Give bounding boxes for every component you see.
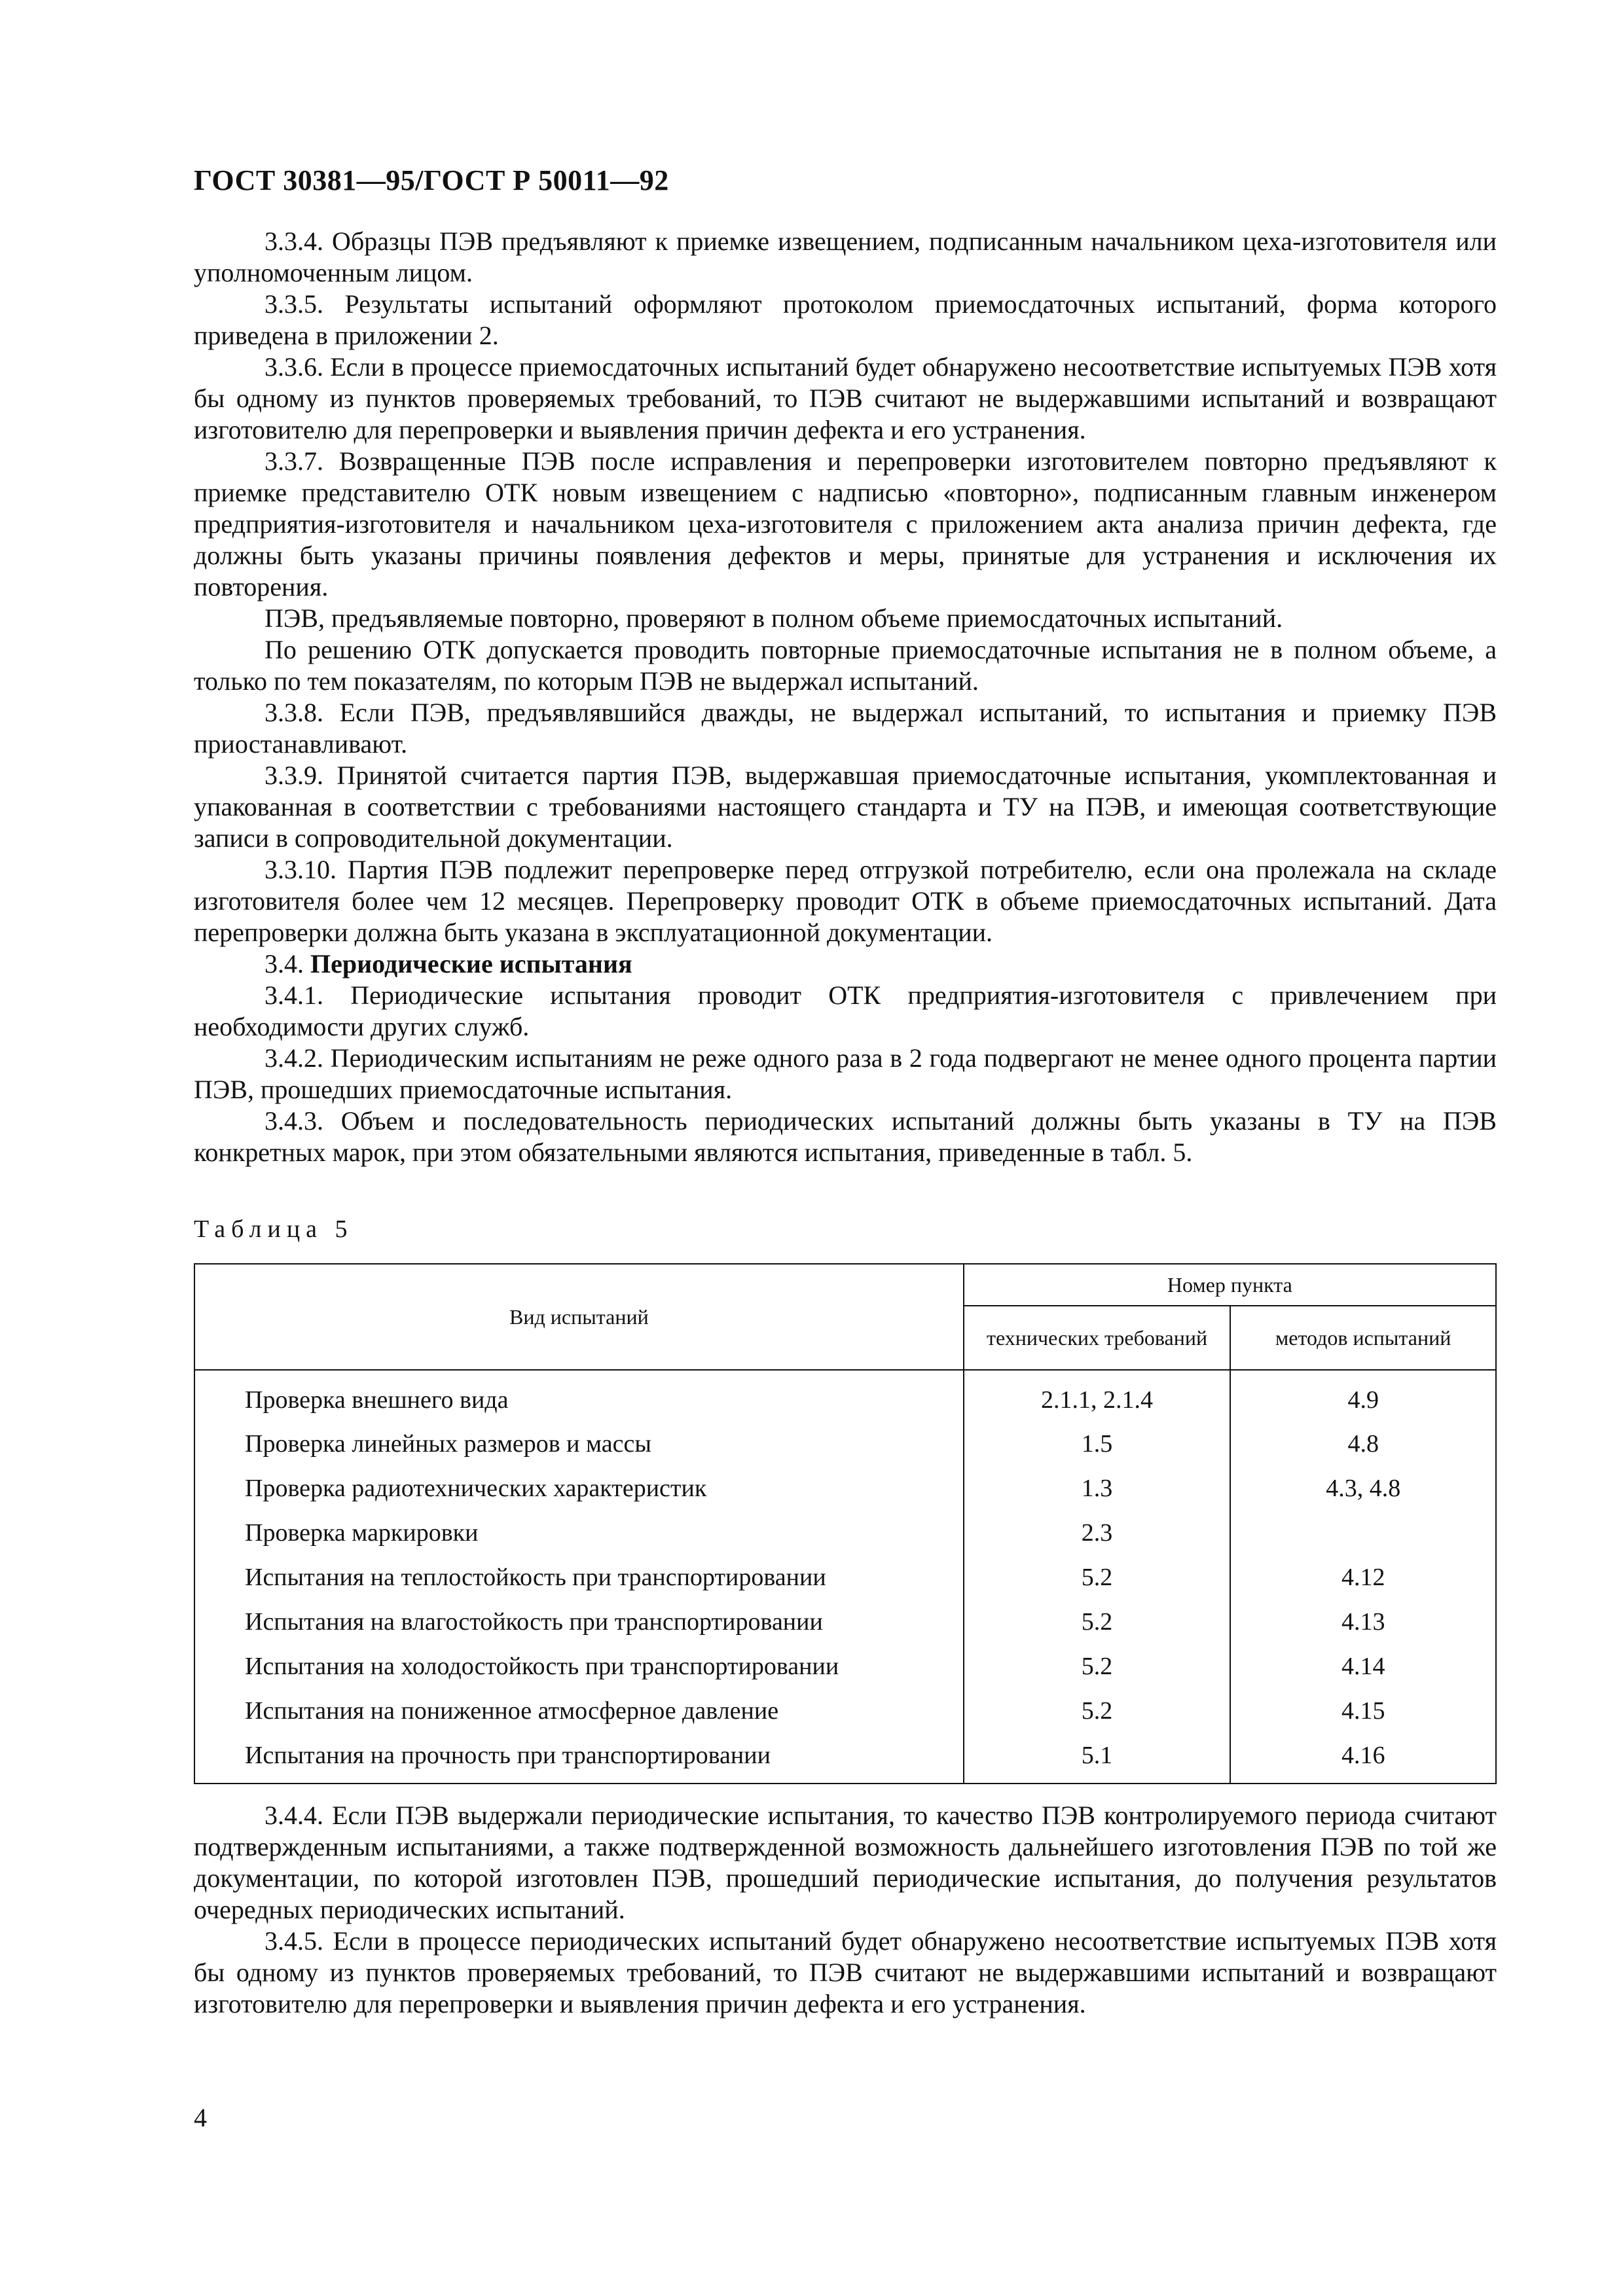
column-header-technical-requirements: технических требований xyxy=(964,1306,1231,1370)
test-name-cell: Проверка радиотехнических характеристик xyxy=(194,1466,964,1511)
paragraph-3-3-9: 3.3.9. Принятой считается партия ПЭВ, выдержавшая приемосдаточные испытания, укомплектованная и упакованная в соответствии с требованиями настоящего стандарта и ТУ на ПЭВ, и имеющая соответствующие записи в сопроводительной документации. xyxy=(194,761,1497,853)
paragraph-3-3-8: 3.3.8. Если ПЭВ, предъявлявшийся дважды, не выдержал испытаний, то испытания и приемку ПЭВ приостанавливают. xyxy=(194,698,1497,759)
requirement-clause-cell: 1.3 xyxy=(964,1466,1231,1511)
requirement-clause-cell: 2.1.1, 2.1.4 xyxy=(964,1370,1231,1422)
paragraph-3-3-4: 3.3.4. Образцы ПЭВ предъявляют к приемке извещением, подписанным начальником цеха-изготовителя или уполномоченным лицом. xyxy=(194,226,1497,287)
page-number: 4 xyxy=(194,2103,207,2132)
test-name-cell: Испытания на прочность при транспортировании xyxy=(194,1733,964,1784)
table-row xyxy=(194,1644,1496,1689)
paragraph-3-3-7: 3.3.7. Возвращенные ПЭВ после исправления и перепроверки изготовителем повторно предъявляют к приемке представителю ОТК новым извещением с надписью «повторно», подписанным главным инженером предприятия-изготовителя и начальником цеха-изготовителя с приложением акта анализа причин дефекта, где должны быть указаны причины появления дефектов и меры, принятые для устранения и исключения их повторения. xyxy=(194,446,1497,601)
table-row xyxy=(194,1422,1496,1466)
paragraph-3-4-1: 3.4.1. Периодические испытания проводит ОТК предприятия-изготовителя с привлечением при необходимости других служб. xyxy=(194,980,1497,1041)
paragraph-3-4-5: 3.4.5. Если в процессе периодических испытаний будет обнаружено несоответствие испытуемых ПЭВ хотя бы одному из пунктов проверяемых требований, то ПЭВ считают не выдержавшими испытаний и возвращают изготовителю для перепроверки и выявления причин дефекта и его устранения. xyxy=(194,1926,1497,2018)
paragraph-3-4-2: 3.4.2. Периодическим испытаниям не реже одного раза в 2 года подвергают не менее одного процента партии ПЭВ, прошедших приемосдаточные испытания. xyxy=(194,1043,1497,1104)
section-3-4-number: 3.4. xyxy=(264,949,304,978)
column-header-clause-number: Номер пункта xyxy=(964,1264,1496,1306)
column-header-test-methods: методов испытаний xyxy=(1230,1306,1496,1370)
paragraph-3-4-3: 3.4.3. Объем и последовательность периодических испытаний должны быть указаны в ТУ на ПЭВ конкретных марок, при этом обязательными являются испытания, приведенные в табл. 5. xyxy=(194,1106,1497,1167)
requirement-clause-cell: 5.2 xyxy=(964,1689,1231,1733)
paragraph-3-3-10: 3.3.10. Партия ПЭВ подлежит перепроверке перед отгрузкой потребителю, если она пролежала на складе изготовителя более чем 12 месяцев. Перепроверку проводит ОТК в объеме приемосдаточных испытаний. Дата перепроверки должна быть указана в эксплуатационной документации. xyxy=(194,855,1497,947)
test-name-cell: Испытания на влагостойкость при транспортировании xyxy=(194,1600,964,1644)
table-row xyxy=(194,1689,1496,1733)
body-text-upper xyxy=(194,226,1497,1168)
test-name-cell: Проверка маркировки xyxy=(194,1511,964,1555)
method-clause-cell: 4.12 xyxy=(1230,1555,1496,1600)
section-3-4-title: Периодические испытания xyxy=(310,949,632,978)
table-row xyxy=(194,1555,1496,1600)
method-clause-cell: 4.15 xyxy=(1230,1689,1496,1733)
method-clause-cell: 4.3, 4.8 xyxy=(1230,1466,1496,1511)
section-3-4-heading xyxy=(194,948,1497,980)
paragraph-3-4-4: 3.4.4. Если ПЭВ выдержали периодические испытания, то качество ПЭВ контролируемого периода считают подтвержденным испытаниями, а также подтвержденной возможность дальнейшего изготовления ПЭВ по той же документации, по которой изготовлен ПЭВ, прошедший периодические испытания, до получения результатов очередных периодических испытаний. xyxy=(194,1801,1497,1924)
requirement-clause-cell: 5.2 xyxy=(964,1644,1231,1689)
table-5-caption: Таблица 5 xyxy=(194,1215,354,1243)
column-header-test-type: Вид испытаний xyxy=(194,1264,964,1370)
paragraph-3-3-5: 3.3.5. Результаты испытаний оформляют протоколом приемосдаточных испытаний, форма которого приведена в приложении 2. xyxy=(194,289,1497,350)
method-clause-cell: 4.13 xyxy=(1230,1600,1496,1644)
method-clause-cell: 4.8 xyxy=(1230,1422,1496,1466)
table-row xyxy=(194,1511,1496,1555)
document-header: ГОСТ 30381—95/ГОСТ Р 50011—92 xyxy=(194,164,669,196)
paragraph-3-3-7-otk-decision: По решению ОТК допускается проводить повторные приемосдаточные испытания не в полном объеме, а только по тем показателям, по которым ПЭВ не выдержал испытаний. xyxy=(194,635,1497,696)
requirement-clause-cell: 1.5 xyxy=(964,1422,1231,1466)
requirement-clause-cell: 5.2 xyxy=(964,1555,1231,1600)
body-text-lower xyxy=(194,1800,1497,2020)
requirement-clause-cell: 2.3 xyxy=(964,1511,1231,1555)
requirement-clause-cell: 5.1 xyxy=(964,1733,1231,1784)
method-clause-cell: 4.16 xyxy=(1230,1733,1496,1784)
paragraph-3-3-6: 3.3.6. Если в процессе приемосдаточных испытаний будет обнаружено несоответствие испытуемых ПЭВ хотя бы одному из пунктов проверяемых требований, то ПЭВ считают не выдержавшими испытаний и возвращают изготовителю для перепроверки и выявления причин дефекта и его устранения. xyxy=(194,352,1497,444)
paragraph-3-3-7-repeat-check: ПЭВ, предъявляемые повторно, проверяют в полном объеме приемосдаточных испытаний. xyxy=(264,603,1283,633)
table-row xyxy=(194,1600,1496,1644)
requirement-clause-cell: 5.2 xyxy=(964,1600,1231,1644)
table-row xyxy=(194,1370,1496,1422)
table-5 xyxy=(194,1263,1497,1784)
method-clause-cell xyxy=(1230,1511,1496,1555)
test-name-cell: Проверка внешнего вида xyxy=(194,1370,964,1422)
test-name-cell: Испытания на холодостойкость при транспортировании xyxy=(194,1644,964,1689)
test-name-cell: Испытания на пониженное атмосферное давление xyxy=(194,1689,964,1733)
test-name-cell: Испытания на теплостойкость при транспортировании xyxy=(194,1555,964,1600)
method-clause-cell: 4.9 xyxy=(1230,1370,1496,1422)
method-clause-cell: 4.14 xyxy=(1230,1644,1496,1689)
table-row xyxy=(194,1733,1496,1784)
table-5-body xyxy=(194,1370,1496,1784)
table-row xyxy=(194,1466,1496,1511)
test-name-cell: Проверка линейных размеров и массы xyxy=(194,1422,964,1466)
